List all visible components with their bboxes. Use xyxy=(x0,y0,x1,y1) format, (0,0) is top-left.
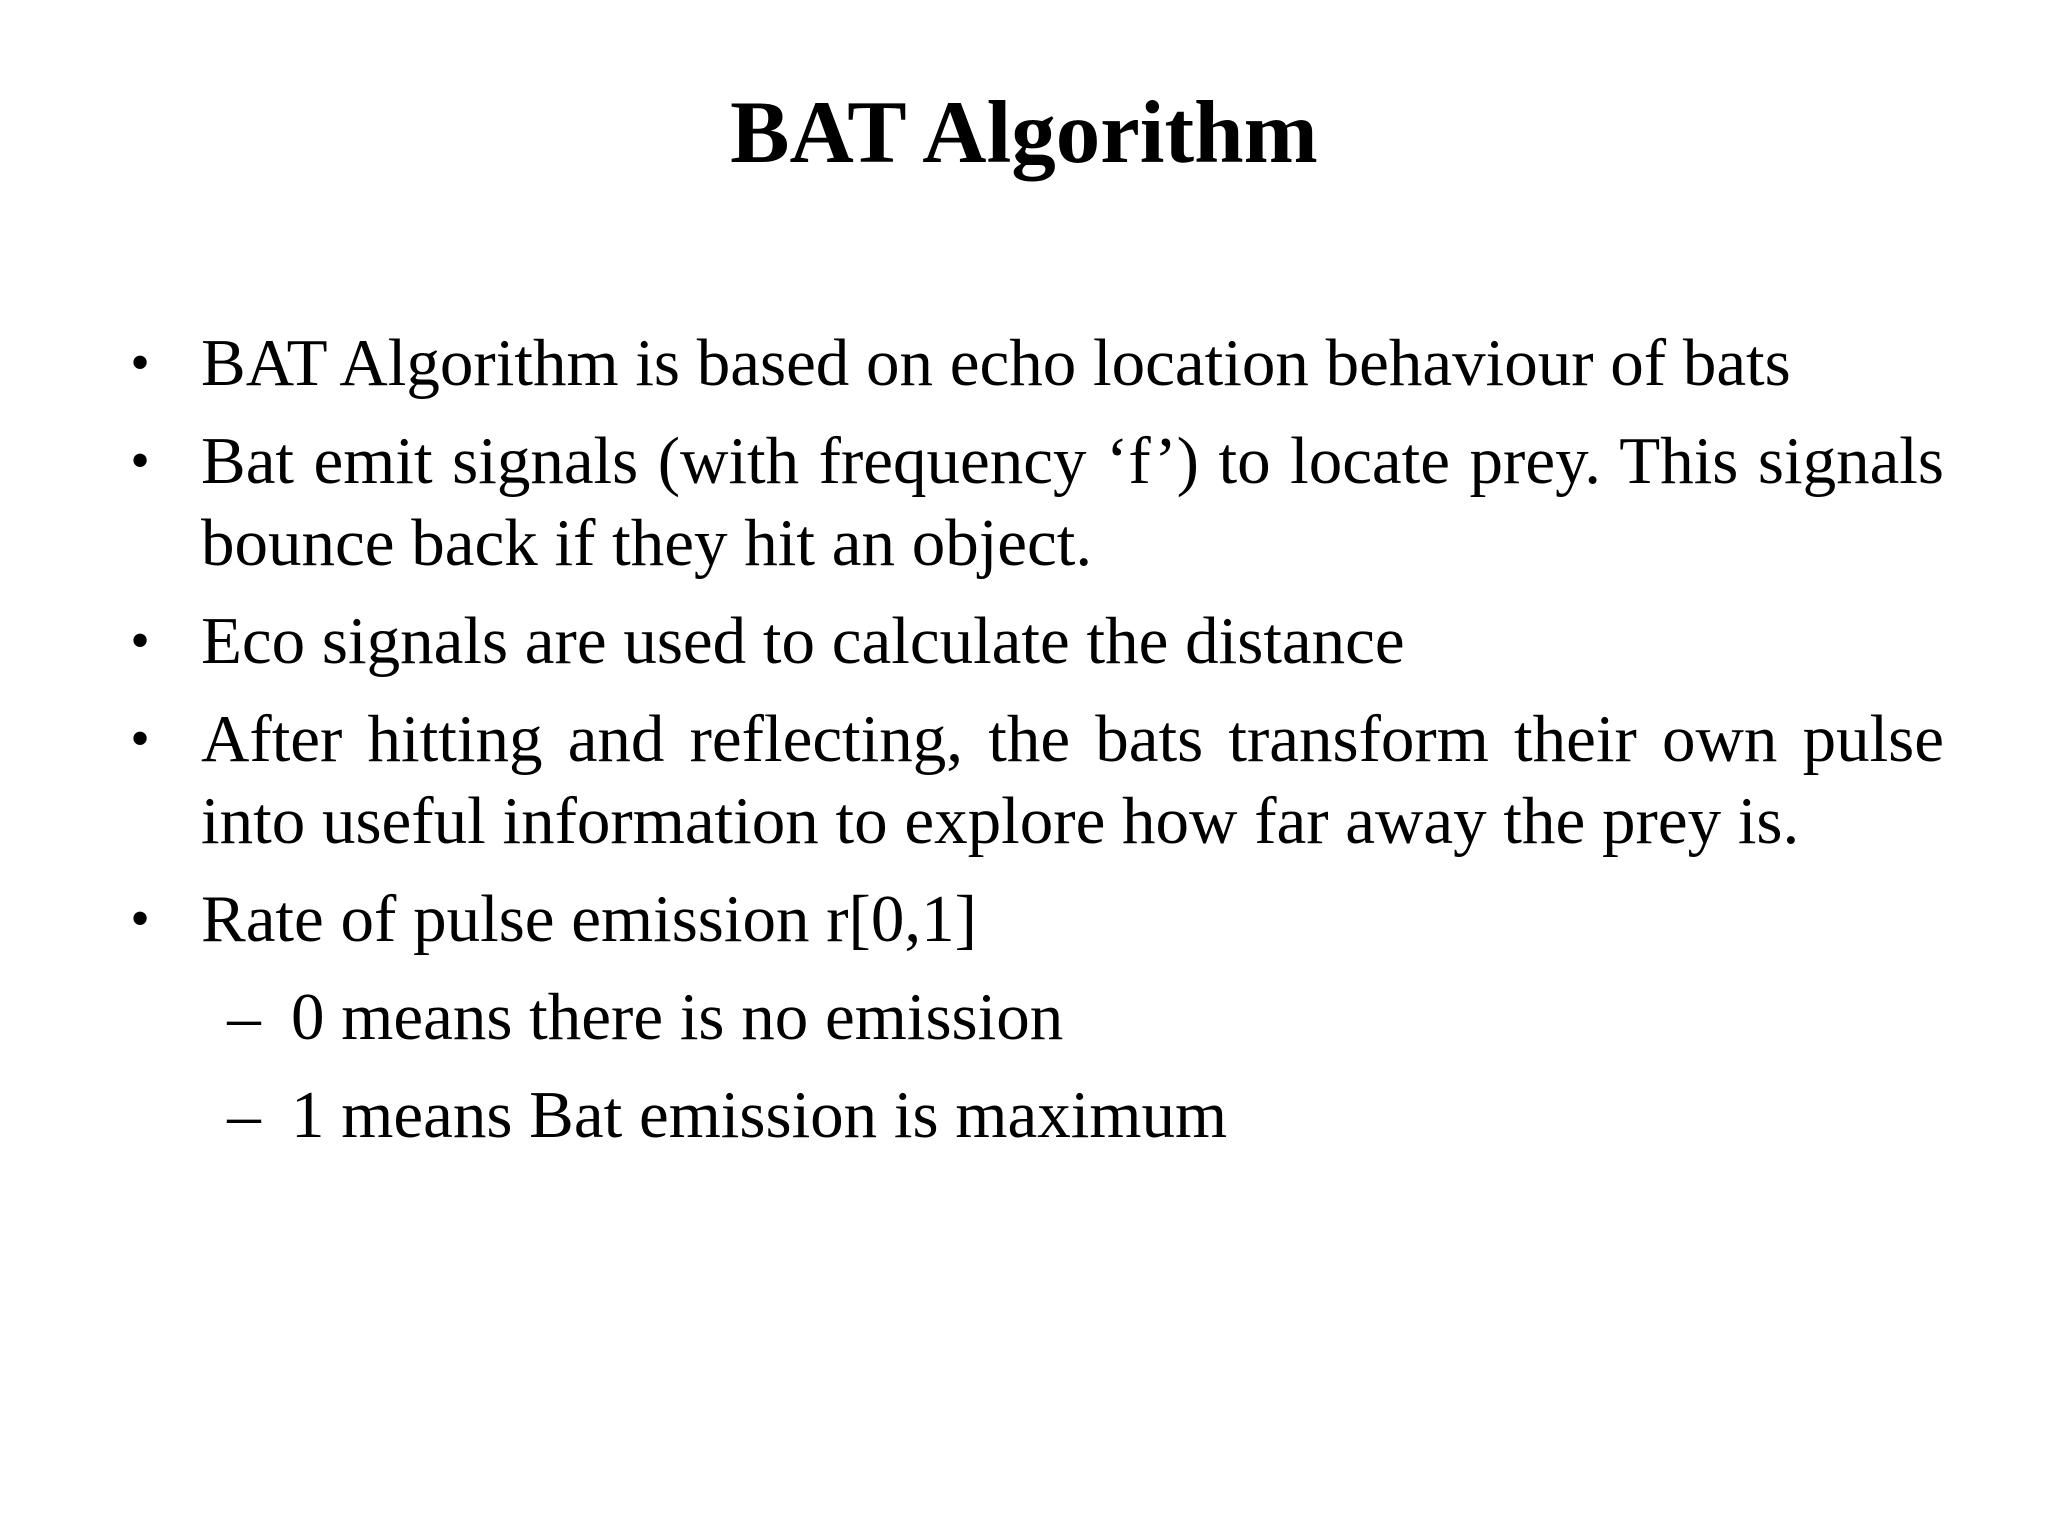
bullet-list xyxy=(120,322,1944,1172)
bullet-marker: • xyxy=(130,708,150,770)
bullet-text: After hitting and reflecting, the bats transform their own pulse into useful information to explore how far away the prey is. xyxy=(201,702,1944,858)
sub-bullet-text: 0 means there is no emission xyxy=(291,980,1064,1054)
sub-bullet-item xyxy=(120,1074,1944,1156)
bullet-item xyxy=(120,322,1944,404)
sub-bullet-item xyxy=(120,976,1944,1058)
bullet-text: BAT Algorithm is based on echo location behaviour of bats xyxy=(201,326,1791,400)
bullet-item xyxy=(120,600,1944,682)
bullet-marker: • xyxy=(130,332,150,394)
bullet-text: Rate of pulse emission r[0,1] xyxy=(201,882,977,956)
dash-marker: – xyxy=(227,980,261,1054)
slide-title: BAT Algorithm xyxy=(730,84,1318,182)
bullet-item xyxy=(120,878,1944,960)
bullet-text: Bat emit signals (with frequency ‘f’) to locate prey. This signals bounce back if they hit an object. xyxy=(201,424,1944,580)
dash-marker: – xyxy=(227,1078,261,1152)
bullet-text: Eco signals are used to calculate the distance xyxy=(201,604,1405,678)
bullet-marker: • xyxy=(130,430,150,492)
bullet-marker: • xyxy=(130,888,150,950)
sub-bullet-text: 1 means Bat emission is maximum xyxy=(291,1078,1228,1152)
bullet-item xyxy=(120,420,1944,584)
bullet-item xyxy=(120,698,1944,862)
bullet-marker: • xyxy=(130,610,150,672)
